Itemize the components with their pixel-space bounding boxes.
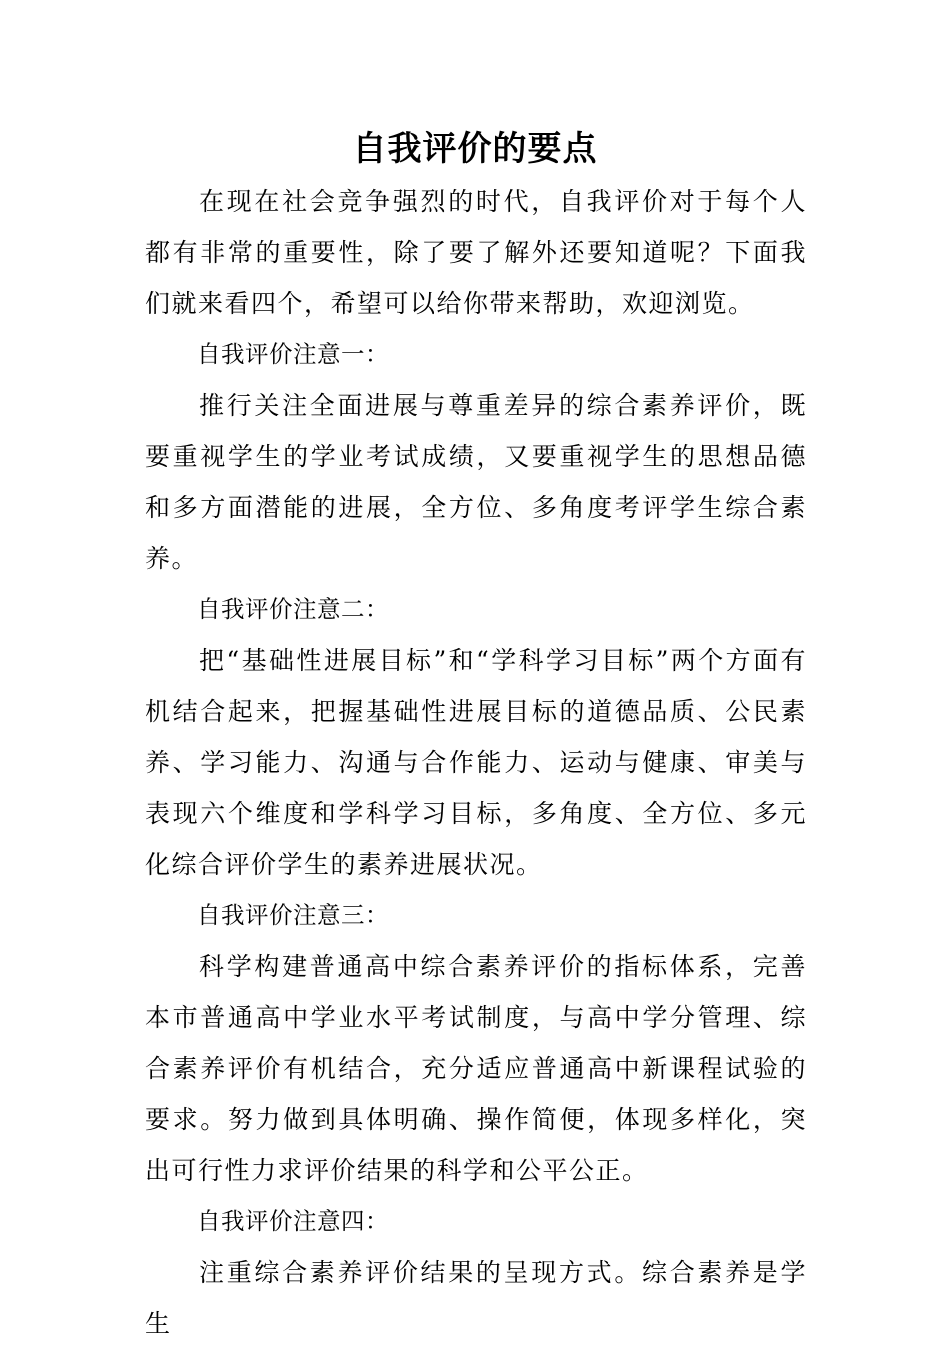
section-1-heading: 自我评价注意一： xyxy=(197,340,389,368)
document-body xyxy=(145,176,807,1349)
section-1-paragraph: 推行关注全面进展与尊重差异的综合素养评价，既要重视学生的学业考试成绩，又要重视学生的思想品德和多方面潜能的进展，全方位、多角度考评学生综合素养。 xyxy=(145,391,807,573)
section-4-heading: 自我评价注意四： xyxy=(197,1207,389,1235)
intro-paragraph: 在现在社会竞争强烈的时代，自我评价对于每个人都有非常的重要性，除了要了解外还要知道呢？下面我们就来看四个，希望可以给你带来帮助，欢迎浏览。 xyxy=(145,187,807,318)
section-2-heading: 自我评价注意二： xyxy=(197,595,389,623)
section-3-heading: 自我评价注意三： xyxy=(197,901,389,929)
document-title: 自我评价的要点 xyxy=(352,129,598,169)
section-2-paragraph: 把“基础性进展目标”和“学科学习目标”两个方面有机结合起来，把握基础性进展目标的道德品质、公民素养、学习能力、沟通与合作能力、运动与健康、审美与表现六个维度和学科学习目标，多角度、全方位、多元化综合评价学生的素养进展状况。 xyxy=(145,646,807,879)
section-3-paragraph: 科学构建普通高中综合素养评价的指标体系，完善本市普通高中学业水平考试制度，与高中学分管理、综合素养评价有机结合，充分适应普通高中新课程试验的要求。努力做到具体明确、操作简便，体现多样化，突出可行性力求评价结果的科学和公平公正。 xyxy=(145,952,807,1185)
section-4-paragraph: 注重综合素养评价结果的呈现方式。综合素养是学生 xyxy=(145,1258,807,1338)
